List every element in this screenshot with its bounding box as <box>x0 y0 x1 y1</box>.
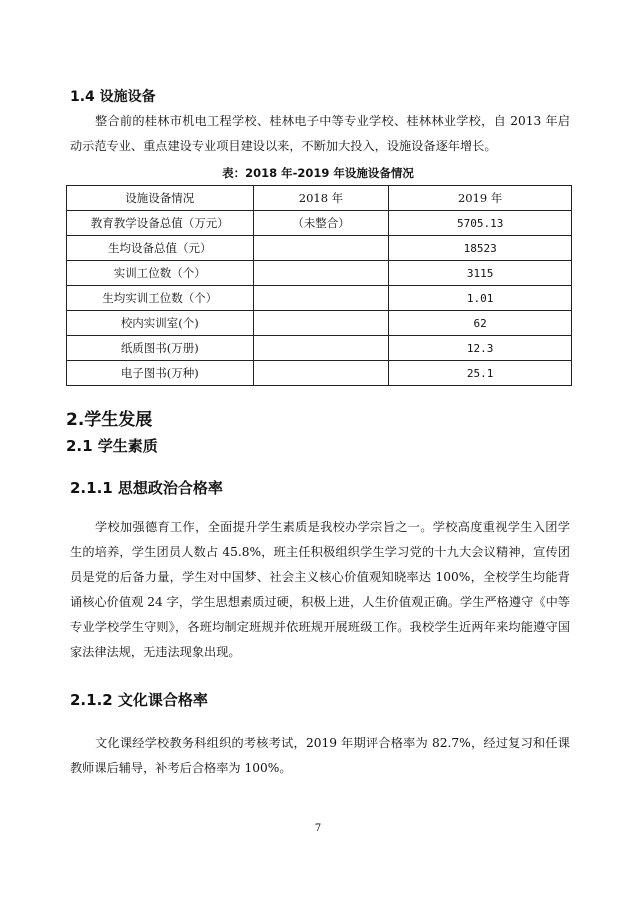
section-2-1-2-heading: 2.1.2 文化课合格率 <box>70 691 208 709</box>
table-row <box>67 336 572 361</box>
section-1-4-paragraph: 整合前的桂林市机电工程学校、桂林电子中等专业学校、桂林林业学校，自 2013 年启动示范专业、重点建设专业项目建设以来，不断加大投入，设施设备逐年增长。 <box>70 114 570 153</box>
row-2018-value <box>253 311 389 336</box>
table-header-row <box>67 186 572 211</box>
row-label: 电子图书(万种) <box>67 361 254 386</box>
row-2018-value <box>253 286 389 311</box>
row-2019-value: 18523 <box>389 236 572 261</box>
section-1-4-heading: 1.4 设施设备 <box>70 89 156 105</box>
header-cell-2019: 2019 年 <box>389 186 572 211</box>
table-caption: 表：2018 年-2019 年设施设备情况 <box>222 166 414 180</box>
row-2019-value: 3115 <box>389 261 572 286</box>
row-2019-value: 1.01 <box>389 286 572 311</box>
row-label: 生均实训工位数（个） <box>67 286 254 311</box>
row-2018-value <box>253 236 389 261</box>
row-label: 纸质图书(万册) <box>67 336 254 361</box>
row-2018-value <box>253 261 389 286</box>
row-2018-value: （未整合） <box>253 211 389 236</box>
section-2-1-1-heading: 2.1.1 思想政治合格率 <box>70 479 223 497</box>
section-2-heading: 2.学生发展 <box>66 410 153 430</box>
page-number: 7 <box>314 823 322 834</box>
row-2018-value <box>253 336 389 361</box>
header-cell-2018: 2018 年 <box>253 186 389 211</box>
table-row <box>67 311 572 336</box>
row-label: 实训工位数（个） <box>67 261 254 286</box>
section-2-1-1-paragraph: 学校加强德育工作，全面提升学生素质是我校办学宗旨之一。学校高度重视学生入团学生的培养，学生团员人数占 45.8%，班主任积极组织学生学习党的十九大会议精神，宣传团员是党的后备力量，学生对中国梦、社会主义核心价值观知晓率达 100%，全校学生均能背诵核心价值观 24 字，学生思想素质过硬，积极上进，人生价值观正确。学生严格遵守《中等专业学校学生守则》，各班均制定班规并依班规开展班级工作。我校学生近两年来均能遵守国家法律法规，无违法现象出现。 <box>70 520 570 659</box>
table-row <box>67 211 572 236</box>
facilities-table <box>66 185 572 386</box>
section-2-1-2-paragraph: 文化课经学校教务科组织的考核考试，2019 年期评合格率为 82.7%，经过复习和任课教师课后辅导，补考后合格率为 100%。 <box>70 736 570 775</box>
row-2019-value: 25.1 <box>389 361 572 386</box>
row-2018-value <box>253 361 389 386</box>
table-row <box>67 236 572 261</box>
row-2019-value: 5705.13 <box>389 211 572 236</box>
table-row <box>67 261 572 286</box>
row-label: 生均设备总值（元） <box>67 236 254 261</box>
row-label: 校内实训室(个) <box>67 311 254 336</box>
table-row <box>67 361 572 386</box>
row-2019-value: 12.3 <box>389 336 572 361</box>
row-label: 教育教学设备总值（万元） <box>67 211 254 236</box>
section-2-1-heading: 2.1 学生素质 <box>66 437 158 455</box>
row-2019-value: 62 <box>389 311 572 336</box>
header-cell-item: 设施设备情况 <box>67 186 254 211</box>
table-row <box>67 286 572 311</box>
